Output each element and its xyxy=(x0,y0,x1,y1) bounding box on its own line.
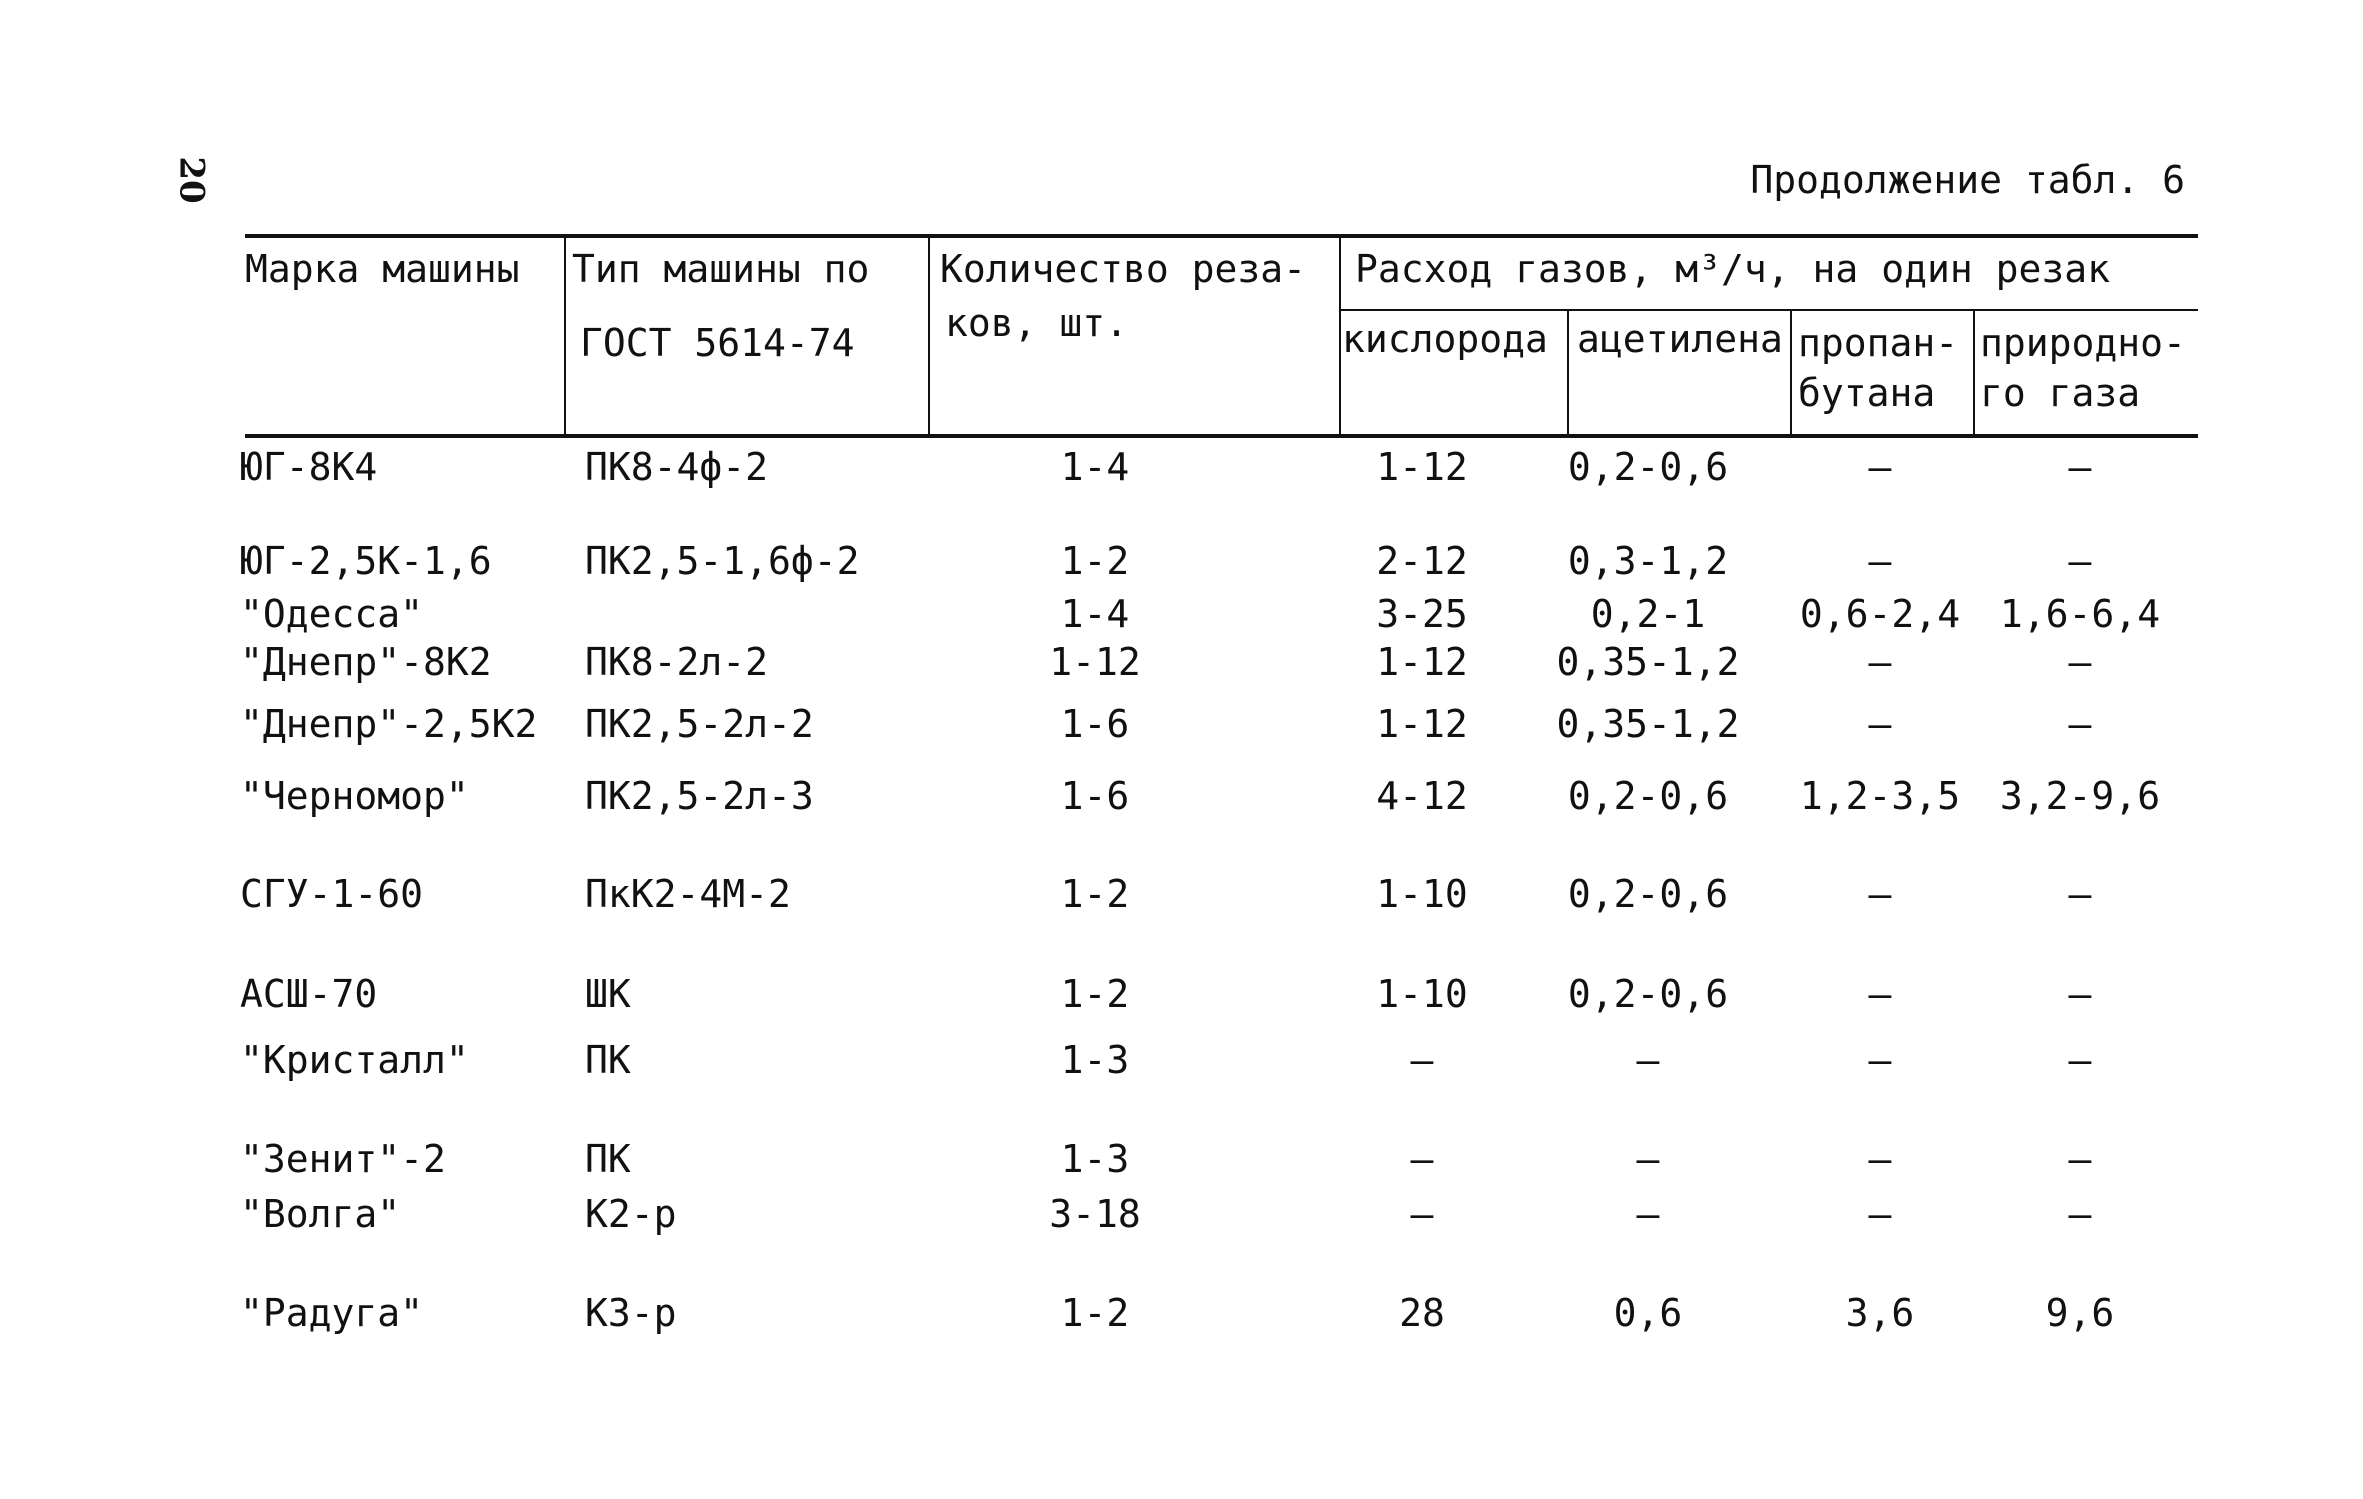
column-divider xyxy=(1973,310,1975,436)
row-count: 1-4 xyxy=(1060,445,1130,489)
row-natural: – xyxy=(2068,872,2092,916)
row-mark: "Радуга" xyxy=(240,1291,424,1335)
row-natural: – xyxy=(2068,1137,2092,1181)
row-mark: АСШ-70 xyxy=(240,972,378,1016)
row-acetylene: 0,2-0,6 xyxy=(1567,445,1729,489)
row-mark: "Кристалл" xyxy=(240,1038,469,1082)
row-oxygen: 1-12 xyxy=(1376,445,1468,489)
row-natural: – xyxy=(2068,640,2092,684)
row-acetylene: 0,2-0,6 xyxy=(1567,972,1729,1016)
header-natural-line2: го газа xyxy=(1980,371,2141,415)
row-natural: 9,6 xyxy=(2045,1291,2115,1335)
row-mark: "Черномор" xyxy=(240,774,469,818)
row-count: 1-6 xyxy=(1060,702,1130,746)
row-type: К3-р xyxy=(585,1291,677,1335)
header-bottom-rule xyxy=(245,434,2198,438)
row-propane: – xyxy=(1868,972,1892,1016)
row-propane: – xyxy=(1868,445,1892,489)
row-propane: 0,6-2,4 xyxy=(1799,592,1961,636)
row-propane: 1,2-3,5 xyxy=(1799,774,1961,818)
row-count: 1-6 xyxy=(1060,774,1130,818)
row-count: 1-3 xyxy=(1060,1137,1130,1181)
row-acetylene: 0,3-1,2 xyxy=(1567,539,1729,583)
row-acetylene: 0,6 xyxy=(1613,1291,1683,1335)
row-type: ПК8-2л-2 xyxy=(585,640,769,684)
row-type: ПК2,5-2л-2 xyxy=(585,702,814,746)
row-propane: – xyxy=(1868,1038,1892,1082)
row-natural: – xyxy=(2068,445,2092,489)
row-oxygen: 4-12 xyxy=(1376,774,1468,818)
row-natural: – xyxy=(2068,1192,2092,1236)
row-acetylene: 0,35-1,2 xyxy=(1556,702,1740,746)
row-mark: СГУ-1-60 xyxy=(240,872,424,916)
row-natural: 3,2-9,6 xyxy=(1999,774,2161,818)
header-count-line2: ков, шт. xyxy=(945,301,1129,345)
row-count: 1-2 xyxy=(1060,872,1130,916)
row-propane: – xyxy=(1868,872,1892,916)
row-oxygen: – xyxy=(1410,1137,1434,1181)
row-type: К2-р xyxy=(585,1192,677,1236)
table-top-rule xyxy=(245,234,2198,238)
row-acetylene: 0,35-1,2 xyxy=(1556,640,1740,684)
row-oxygen: 1-10 xyxy=(1376,972,1468,1016)
column-divider xyxy=(928,234,930,436)
row-acetylene: – xyxy=(1636,1038,1660,1082)
row-type: ПК2,5-2л-3 xyxy=(585,774,814,818)
row-natural: – xyxy=(2068,1038,2092,1082)
row-type: ПК2,5-1,6ф-2 xyxy=(585,539,860,583)
page-number: 20 xyxy=(171,156,212,204)
row-type: ПкК2-4М-2 xyxy=(585,872,791,916)
row-oxygen: 1-10 xyxy=(1376,872,1468,916)
header-mark: Марка машины xyxy=(245,247,520,291)
row-mark: "Зенит"-2 xyxy=(240,1137,446,1181)
row-count: 3-18 xyxy=(1049,1192,1141,1236)
row-count: 1-12 xyxy=(1049,640,1141,684)
row-type: ПК xyxy=(585,1137,631,1181)
column-divider xyxy=(1790,310,1792,436)
column-divider xyxy=(1567,310,1569,436)
row-natural: – xyxy=(2068,702,2092,746)
row-mark: "Днепр"-8К2 xyxy=(240,640,492,684)
header-natural-line1: природно- xyxy=(1980,321,2186,365)
row-propane: – xyxy=(1868,702,1892,746)
table-continuation-caption: Продолжение табл. 6 xyxy=(1750,158,2185,202)
row-natural: – xyxy=(2068,539,2092,583)
row-oxygen: 2-12 xyxy=(1376,539,1468,583)
row-mark: ЮГ-2,5К-1,6 xyxy=(240,539,492,583)
header-type-line2: ГОСТ 5614-74 xyxy=(580,321,855,365)
header-acetylene: ацетилена xyxy=(1577,317,1783,361)
header-gas-consumption: Расход газов, м³/ч, на один резак xyxy=(1355,247,2110,291)
row-propane: 3,6 xyxy=(1845,1291,1915,1335)
row-natural: 1,6-6,4 xyxy=(1999,592,2161,636)
row-mark: "Днепр"-2,5К2 xyxy=(240,702,538,746)
row-oxygen: 3-25 xyxy=(1376,592,1468,636)
row-propane: – xyxy=(1868,640,1892,684)
row-oxygen: 1-12 xyxy=(1376,640,1468,684)
row-acetylene: – xyxy=(1636,1192,1660,1236)
row-mark: "Одесса" xyxy=(240,592,424,636)
header-type-line1: Тип машины по xyxy=(572,247,870,291)
row-type: ПК xyxy=(585,1038,631,1082)
column-divider xyxy=(1339,234,1341,436)
row-count: 1-4 xyxy=(1060,592,1130,636)
row-oxygen: – xyxy=(1410,1192,1434,1236)
row-propane: – xyxy=(1868,539,1892,583)
row-propane: – xyxy=(1868,1137,1892,1181)
row-oxygen: – xyxy=(1410,1038,1434,1082)
row-acetylene: 0,2-0,6 xyxy=(1567,872,1729,916)
header-count-line1: Количество реза- xyxy=(940,247,1307,291)
gas-header-rule xyxy=(1340,309,2198,311)
row-type: ШК xyxy=(585,972,631,1016)
row-count: 1-3 xyxy=(1060,1038,1130,1082)
row-oxygen: 28 xyxy=(1399,1291,1445,1335)
header-propane-line2: бутана xyxy=(1798,371,1936,415)
row-count: 1-2 xyxy=(1060,1291,1130,1335)
header-propane-line1: пропан- xyxy=(1798,321,1959,365)
row-acetylene: – xyxy=(1636,1137,1660,1181)
row-type: ПК8-4ф-2 xyxy=(585,445,769,489)
column-divider xyxy=(564,234,566,436)
row-mark: ЮГ-8К4 xyxy=(240,445,378,489)
row-acetylene: 0,2-1 xyxy=(1590,592,1706,636)
row-oxygen: 1-12 xyxy=(1376,702,1468,746)
header-oxygen: кислорода xyxy=(1342,317,1548,361)
row-count: 1-2 xyxy=(1060,972,1130,1016)
row-propane: – xyxy=(1868,1192,1892,1236)
row-count: 1-2 xyxy=(1060,539,1130,583)
row-acetylene: 0,2-0,6 xyxy=(1567,774,1729,818)
row-mark: "Волга" xyxy=(240,1192,401,1236)
row-natural: – xyxy=(2068,972,2092,1016)
